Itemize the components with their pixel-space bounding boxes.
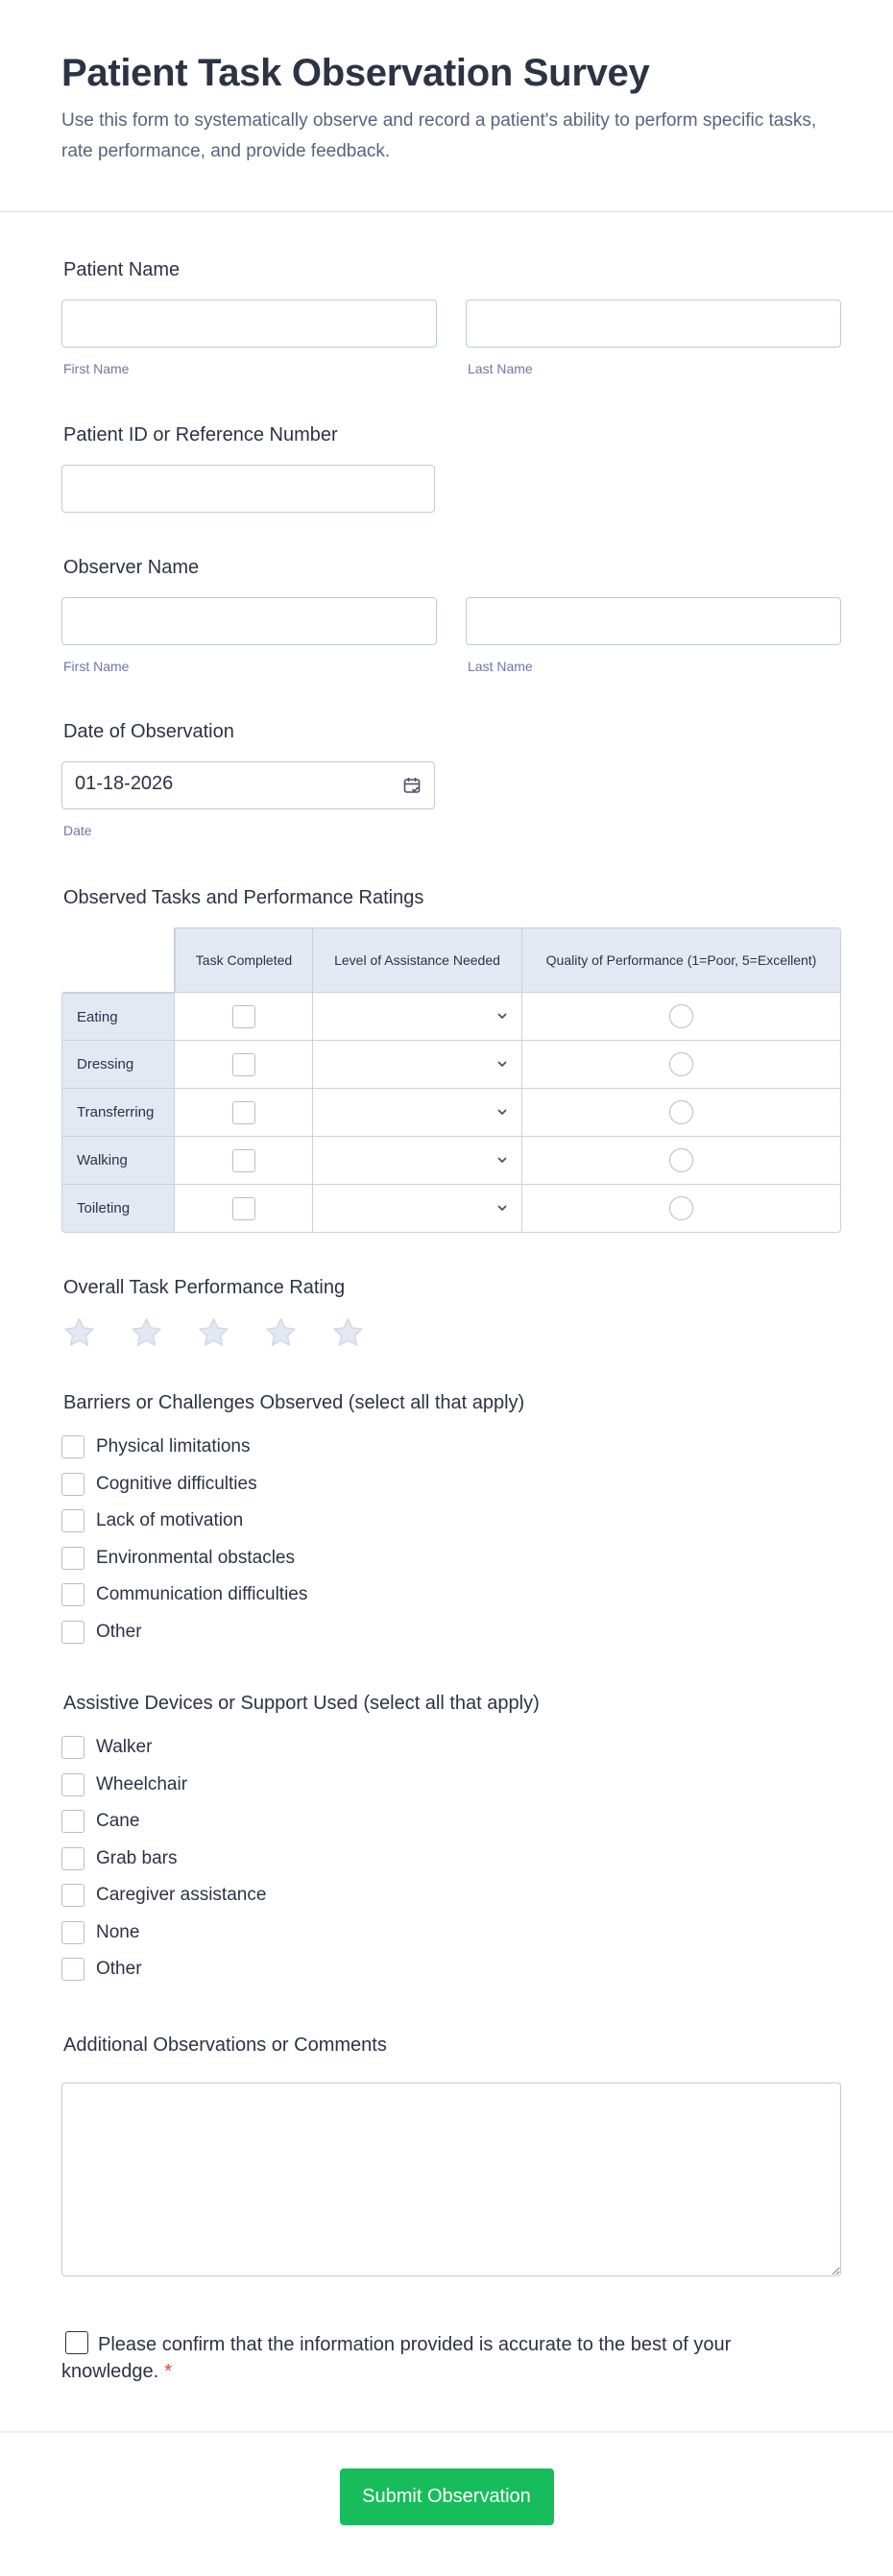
comments-section [61,1988,841,2276]
quality-radio[interactable] [669,1196,693,1220]
matrix-row-toileting [61,1185,841,1233]
barriers-label: Barriers or Challenges Observed (select all that apply) [63,1392,525,1413]
barriers-checklist [61,1429,841,1650]
barrier-option-motivation[interactable]: Lack of motivation [61,1503,841,1540]
observer-last-name-input[interactable] [466,597,841,645]
date-input[interactable] [61,761,435,809]
task-completed-checkbox[interactable] [232,1149,255,1172]
submit-button[interactable]: Submit Observation [340,2468,554,2525]
matrix-row-walking [61,1137,841,1185]
star-icon-3[interactable] [196,1315,231,1350]
device-option-wheelchair[interactable]: Wheelchair [61,1767,841,1804]
chevron-down-icon [495,1056,510,1071]
overall-rating-section [61,1233,841,1350]
calendar-icon[interactable] [402,776,422,795]
task-completed-checkbox[interactable] [232,1101,255,1124]
date-section [61,674,841,838]
checkbox[interactable] [61,1509,84,1532]
device-option-walker[interactable]: Walker [61,1729,841,1767]
matrix-corner [61,927,175,993]
tasks-matrix-section [61,838,841,1233]
star-icon-4[interactable] [263,1315,299,1350]
device-option-other[interactable]: Other [61,1951,841,1988]
form-description: Use this form to systematically observe and record a patient's ability to perform specific tasks, rate performance, and provide feedback. [61,110,817,161]
matrix-col-quality: Quality of Performance (1=Poor, 5=Excellent) [522,927,841,993]
patient-first-name-sublabel: First Name [63,361,130,376]
checkbox[interactable] [61,1958,84,1981]
barrier-option-communication[interactable]: Communication difficulties [61,1577,841,1614]
assistance-dropdown[interactable] [313,1090,521,1136]
star-icon-2[interactable] [129,1315,164,1350]
patient-last-name-sublabel: Last Name [468,361,533,376]
assistance-dropdown[interactable] [313,994,521,1040]
comments-textarea[interactable] [61,2082,841,2276]
date-sublabel: Date [63,823,92,838]
form-title: Patient Task Observation Survey [61,52,650,94]
checkbox[interactable] [61,1921,84,1944]
task-completed-checkbox[interactable] [232,1053,255,1076]
barrier-option-physical[interactable]: Physical limitations [61,1429,841,1466]
form-header [0,0,893,212]
matrix-row-dressing [61,1041,841,1089]
chevron-down-icon [495,1152,510,1168]
devices-section [61,1650,841,1988]
checkbox[interactable] [61,1736,84,1759]
matrix-col-task-completed: Task Completed [175,927,313,993]
barriers-section [61,1350,841,1650]
matrix-row-label: Eating [61,993,175,1041]
comments-label: Additional Observations or Comments [63,2034,387,2056]
checkbox[interactable] [61,1473,84,1496]
checkbox[interactable] [61,1810,84,1833]
observer-name-section [61,513,841,674]
device-option-none[interactable]: None [61,1914,841,1952]
device-option-caregiver[interactable]: Caregiver assistance [61,1877,841,1914]
survey-form [0,212,893,2385]
star-icon-5[interactable] [330,1315,366,1350]
barrier-option-other[interactable]: Other [61,1614,841,1651]
checkbox[interactable] [61,1583,84,1606]
matrix-row-label: Transferring [61,1089,175,1137]
tasks-matrix [61,927,841,1233]
checkbox[interactable] [61,1847,84,1870]
task-completed-checkbox[interactable] [232,1005,255,1028]
patient-first-name-input[interactable] [61,300,437,348]
observer-first-name-sublabel: First Name [63,659,130,674]
patient-last-name-input[interactable] [466,300,841,348]
device-option-grab-bars[interactable]: Grab bars [61,1841,841,1878]
chevron-down-icon [495,1200,510,1216]
assistance-dropdown[interactable] [313,1138,521,1184]
checkbox[interactable] [61,1547,84,1570]
barrier-option-environmental[interactable]: Environmental obstacles [61,1540,841,1577]
patient-name-section [61,212,841,376]
patient-id-label: Patient ID or Reference Number [63,424,338,445]
star-icon-1[interactable] [61,1315,97,1350]
checkbox[interactable] [61,1884,84,1907]
form-footer [0,2431,893,2576]
quality-radio[interactable] [669,1052,693,1076]
barrier-option-cognitive[interactable]: Cognitive difficulties [61,1466,841,1504]
matrix-row-label: Toileting [61,1185,175,1233]
chevron-down-icon [495,1104,510,1119]
device-option-cane[interactable]: Cane [61,1803,841,1841]
observer-name-label: Observer Name [63,557,200,578]
quality-radio[interactable] [669,1148,693,1172]
quality-radio[interactable] [669,1004,693,1028]
confirmation-text: Please confirm that the information provided is accurate to the best of your knowledge. * [61,2331,772,2385]
matrix-row-label: Dressing [61,1041,175,1089]
matrix-row-label: Walking [61,1137,175,1185]
devices-label: Assistive Devices or Support Used (select all that apply) [63,1693,540,1714]
observer-first-name-input[interactable] [61,597,437,645]
checkbox[interactable] [61,1773,84,1796]
date-label: Date of Observation [63,721,234,742]
confirm-checkbox[interactable] [65,2331,88,2354]
matrix-col-assistance: Level of Assistance Needed [313,927,522,993]
checkbox[interactable] [61,1621,84,1644]
patient-name-label: Patient Name [63,259,181,280]
matrix-row-transferring [61,1089,841,1137]
patient-id-section [61,376,841,513]
quality-radio[interactable] [669,1100,693,1124]
matrix-row-eating [61,993,841,1041]
overall-rating-label: Overall Task Performance Rating [63,1277,346,1298]
assistance-dropdown[interactable] [313,1186,521,1232]
chevron-down-icon [495,1008,510,1023]
assistance-dropdown[interactable] [313,1042,521,1088]
devices-checklist [61,1729,841,1988]
required-asterisk: * [164,2360,172,2382]
confirmation-section [61,2276,841,2385]
checkbox[interactable] [61,1435,84,1458]
patient-id-input[interactable] [61,465,435,513]
star-rating [61,1315,841,1350]
date-value: 01-18-2026 [75,773,174,794]
task-completed-checkbox[interactable] [232,1197,255,1220]
observer-last-name-sublabel: Last Name [468,659,533,674]
matrix-label: Observed Tasks and Performance Ratings [63,887,424,908]
